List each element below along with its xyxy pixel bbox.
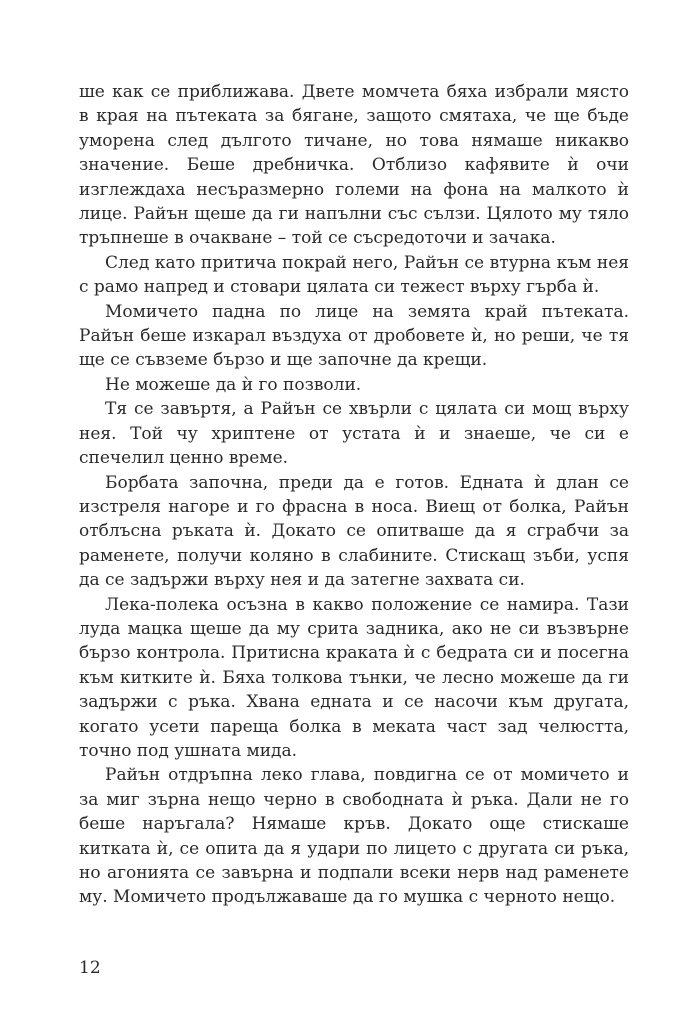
paragraph: Райън отдръпна леко глава, повдигна се от момичето и за миг зърна нещо черно в свободната ѝ ръка. Дали не го беше наръгала? Нямаше кръв. Докато още стискаше китката ѝ, се опита да я удари по лицето с другата си ръка, но агонията се завърна и подпали всеки нерв над раменете му. Момичето продължаваше да го мушка с черното нещо. (79, 765, 629, 908)
paragraph: Лека-полека осъзна в какво положение се намира. Тази луда мацка щеше да му срита задника, ако не си възвърне бързо контрола. Притисна краката ѝ с бедрата си и посегна към китките ѝ. Бяха толкова тънки, че лесно можеше да ги задържи с ръка. Хвана едната и се насочи към другата, когато усети пареща болка в меката част зад челюстта, точно под ушната мида. (79, 594, 629, 761)
page-number: 12 (79, 958, 101, 978)
paragraph: Тя се завъртя, а Райън се хвърли с цялата си мощ върху нея. Той чу хриптене от устата ѝ и знаеше, че си е спечелил ценно време. (79, 399, 629, 469)
paragraph: ше как се приближава. Двете момчета бяха избрали място в края на пътеката за бягане, защото смятаха, че ще бъде уморена след дългото тичане, но това нямаше никакво значение. Беше дребничка. Отблизо кафявите ѝ очи изглеждаха несъразмерно големи на фона на малкото ѝ лице. Райън щеше да ги напълни със сълзи. Цялото му тяло тръпнеше в очакване – той се съсредоточи и зачака. (79, 82, 629, 249)
paragraph: Не можеше да ѝ го позволи. (105, 374, 362, 395)
paragraph: Борбата започна, преди да е готов. Едната ѝ длан се изстреля нагоре и го фрасна в носа. Виещ от болка, Райън отблъсна ръката ѝ. Докато се опитваше да я сграбчи за раменете, получи коляно в слабините. Стискащ зъби, успя да се задържи върху нея и да затегне захвата си. (79, 472, 629, 591)
body-text (79, 80, 629, 910)
paragraph: Момичето падна по лице на земята край пътеката. Райън беше изкарал въздуха от дробовете ѝ, но реши, че тя ще се съвземе бързо и ще започне да крещи. (79, 301, 629, 371)
paragraph: След като притича покрай него, Райън се втурна към нея с рамо напред и стовари цялата си тежест върху гърба ѝ. (79, 252, 629, 298)
